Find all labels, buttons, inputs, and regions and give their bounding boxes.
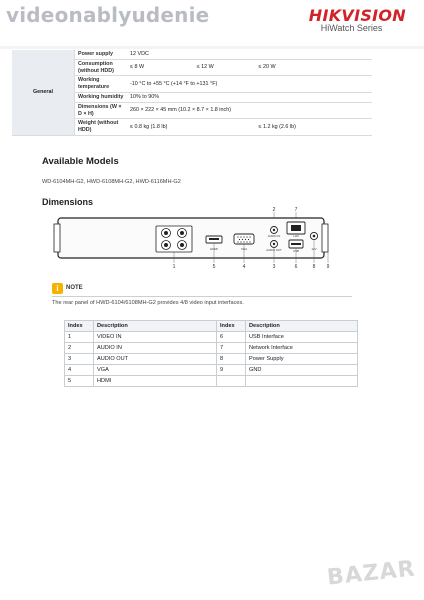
description-cell: USB Interface <box>246 332 358 343</box>
note-text: The rear panel of HWD-6104/6108MH-G2 provides 4/8 video input interfaces. <box>52 300 244 306</box>
index-cell: 3 <box>65 354 94 365</box>
callout-2-top: 2 <box>272 207 276 213</box>
spec-value: ≤ 12 W <box>194 59 256 76</box>
callout-8: 8 <box>312 264 316 270</box>
brand-subtitle: HiWatch Series <box>320 23 383 33</box>
page-header <box>0 0 424 46</box>
dimensions-heading: Dimensions <box>42 197 94 207</box>
callout-4: 4 <box>242 264 246 270</box>
callout-1: 1 <box>172 264 176 270</box>
index-cell: 1 <box>65 332 94 343</box>
spec-value: 10% to 90% <box>127 92 372 102</box>
index-cell: 6 <box>217 332 246 343</box>
index-cell: 8 <box>217 354 246 365</box>
rear-panel-diagram <box>40 206 340 272</box>
index-cell: 5 <box>65 376 94 387</box>
description-cell: Network Interface <box>246 343 358 354</box>
table-row <box>65 376 358 387</box>
index-cell: 7 <box>217 343 246 354</box>
spec-value: 260 × 222 × 45 mm (10.2 × 8.7 × 1.8 inch) <box>127 102 372 119</box>
description-cell: GND <box>246 365 358 376</box>
bazar-watermark: BAZAR <box>326 556 418 591</box>
header-cell: Index <box>217 321 246 332</box>
models-list: WD-6104MH-G2, HWD-6108MH-G2, HWD-6116MH-G2 <box>42 179 181 185</box>
brand-logo <box>309 6 406 33</box>
spec-value: ≤ 8 W <box>127 59 194 76</box>
spec-value: ≤ 1.2 kg (2.6 lb) <box>256 119 373 136</box>
index-table-header <box>65 321 358 332</box>
models-heading: Available Models <box>42 156 119 167</box>
note-label: NOTE <box>66 285 83 291</box>
spec-value: -10 °C to +55 °C (+14 °F to +131 °F) <box>127 76 372 93</box>
description-cell: AUDIO IN <box>94 343 217 354</box>
index-cell: 4 <box>65 365 94 376</box>
description-cell: HDMI <box>94 376 217 387</box>
description-cell: VGA <box>94 365 217 376</box>
description-cell <box>246 376 358 387</box>
header-cell: Index <box>65 321 94 332</box>
spec-group-label: General <box>12 50 75 135</box>
spec-key: Working temperature <box>75 76 128 93</box>
spec-table <box>12 50 372 136</box>
spec-key: Dimensions (W × D × H) <box>75 102 128 119</box>
table-row <box>65 365 358 376</box>
table-row <box>65 343 358 354</box>
description-cell: VIDEO IN <box>94 332 217 343</box>
callout-5: 5 <box>212 264 216 270</box>
port-label-power: 12V <box>311 247 317 251</box>
index-cell <box>217 376 246 387</box>
callout-3: 3 <box>272 264 276 270</box>
spec-key: Power supply <box>75 50 128 59</box>
index-cell: 2 <box>65 343 94 354</box>
index-table <box>64 320 358 387</box>
spec-value <box>256 50 373 59</box>
spec-key: Working humidity <box>75 92 128 102</box>
spec-value: ≤ 20 W <box>256 59 373 76</box>
header-cell: Description <box>246 321 358 332</box>
brand-name: HIKVISION <box>308 6 406 25</box>
description-cell: Power Supply <box>246 354 358 365</box>
note-icon: i <box>52 283 63 294</box>
spec-value: 12 VDC <box>127 50 194 59</box>
callout-7-top: 7 <box>294 207 298 213</box>
description-cell: AUDIO OUT <box>94 354 217 365</box>
callout-9: 9 <box>326 264 330 270</box>
header-divider <box>0 46 424 49</box>
spec-value: ≤ 0.8 kg (1.8 lb) <box>127 119 256 136</box>
spec-key: Weight (without HDD) <box>75 119 128 136</box>
table-row <box>65 332 358 343</box>
watermark-text: videonablyudenie <box>6 3 210 27</box>
spec-value <box>194 50 256 59</box>
port-label-audio-out: AUDIO OUT <box>266 248 282 252</box>
port-label-usb: USB <box>293 249 299 253</box>
spec-key: Consumption (without HDD) <box>75 59 128 76</box>
table-row <box>65 354 358 365</box>
port-label-hdmi: HDMI <box>210 247 218 251</box>
video-in-block <box>156 226 192 252</box>
index-cell: 9 <box>217 365 246 376</box>
note-divider <box>52 296 352 297</box>
port-label-audio-in: AUDIO IN <box>267 234 281 238</box>
callout-6: 6 <box>294 264 298 270</box>
header-cell: Description <box>94 321 217 332</box>
port-label-lan: LAN <box>293 234 299 238</box>
port-label-vga: VGA <box>240 247 248 251</box>
